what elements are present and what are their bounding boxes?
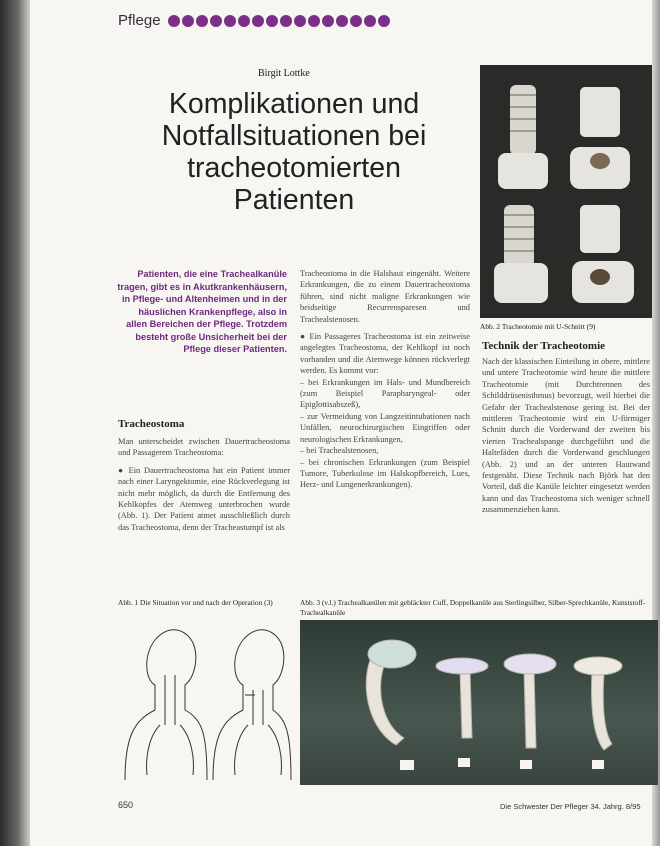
list-item: – bei Erkrankungen im Hals- und Mundbereich (zum Beispiel Parapharyngeal- oder Epiglottisabszeß), xyxy=(300,377,470,410)
journal-reference: Die Schwester Der Pfleger 34. Jahrg. 8/95 xyxy=(500,802,641,811)
heading-technik: Technik der Tracheotomie xyxy=(482,340,606,352)
header-dot xyxy=(252,15,264,27)
header-dot xyxy=(350,15,362,27)
header-dot xyxy=(238,15,250,27)
header-dot xyxy=(280,15,292,27)
header-dot xyxy=(182,15,194,27)
header-dot xyxy=(336,15,348,27)
paragraph: Man unterscheidet zwischen Dauertracheostoma und Passagerem Tracheostoma: xyxy=(118,437,290,458)
header-dot xyxy=(266,15,278,27)
header-dot xyxy=(210,15,222,27)
caption-abb1: Abb. 1 Die Situation vor und nach der Operation (3) xyxy=(118,598,273,607)
page-number: 650 xyxy=(118,800,134,810)
photo-tracheal-cannulas xyxy=(300,620,658,785)
paragraph: Nach der klassischen Einteilung in obere, mittlere und untere Tracheotomie wird heute die mittlere Tracheotomie (mit Durchtrennen des Schilddrüsenisthmus) bevorzugt, weil hierbei die Gefahr der Trachealstenose gering ist. Bei der mittleren Tracheotomie wird ein U-förmiger Schnitt durch die Vorderwand der zweiten bis vierten Trachealspange durchgeführt und die Haltefäden durch die Vorderwand geschlungen (Abb. 2) und an der unteren Hautwand festgenäht. Diese Technik nach Björk hat den Vorteil, daß die Kanüle leichter eingesetzt werden kann und das Tracheostoma sich weniger schnell zusammenziehen kann. xyxy=(482,357,650,515)
header-dot xyxy=(294,15,306,27)
section-label: Pflege xyxy=(118,12,161,29)
column-right xyxy=(482,356,650,516)
photo-tracheotomy-models xyxy=(480,65,652,318)
column-middle xyxy=(300,268,470,491)
header-dot xyxy=(364,15,376,27)
header-dot xyxy=(378,15,390,27)
title-line: Komplikationen und xyxy=(168,88,420,120)
title-line: Patienten xyxy=(233,184,355,216)
lead-paragraph: Patienten, die eine Trachealkanüle tragen, gibt es in Akutkrankenhäusern, in Pflege- und Altenheimen und in der häuslichen Krankenpflege, also in allen Bereichen der Pflege. Trotzdem besteht große Unsicherheit bei der Pflege dieser Patienten. xyxy=(117,269,287,354)
list-item: – zur Vermeidung von Langzeitintubationen nach Unfällen, neurochirurgischen Eingriffen oder neurologischen Erkrankungen, xyxy=(300,411,470,444)
header-dot xyxy=(322,15,334,27)
page-binding-shadow xyxy=(0,0,30,846)
title-line: Notfallsituationen bei xyxy=(161,120,427,152)
list-item: – bei chronischen Erkrankungen (zum Beispiel Tumore, Tuberkulose im Halskopfbereich, Lues, Herz- und Lungenerkrankungen). xyxy=(300,457,470,490)
title-line: tracheotomierten xyxy=(187,152,401,184)
illustration-anatomy xyxy=(115,615,295,785)
caption-abb2: Abb. 2 Tracheotomie mit U-Schnitt (9) xyxy=(480,322,596,331)
header-dot xyxy=(168,15,180,27)
paragraph: Tracheostoma in die Halshaut eingenäht. Weitere Erkrankungen, die zu einem Dauertracheostoma führen, sind nicht maligne Erkrankungen wie beidseitige Recurrensparesen und Trachealstenosen. xyxy=(300,269,470,324)
header-dot xyxy=(224,15,236,27)
paragraph: ● Ein Dauertracheostoma hat ein Patient immer nach einer Laryngektomie, eine Rückverlegung ist nicht mehr möglich, da durch die Entfernung des Kehlkopfes der Atemweg unterbrochen wurde (Abb. 1). Der Patient atmet ausschließlich durch das Tracheostoma, denn der Tracheastumpf ist als xyxy=(118,465,290,532)
article-title xyxy=(118,88,470,216)
list-item: – bei Trachealstenosen, xyxy=(300,446,379,456)
paragraph: ● Ein Passageres Tracheostoma ist ein zeitweise angelegtes Tracheostoma, der Kehlkopf ist noch vorhanden und die Atemwege können rückverlegt werden. Es kommt vor: xyxy=(300,332,470,376)
author-name: Birgit Lottke xyxy=(258,68,310,79)
header-dot xyxy=(196,15,208,27)
header-dot xyxy=(308,15,320,27)
caption-abb3: Abb. 3 (v.l.) Trachealkanülen mit gebläckter Cuff, Doppelkanüle aus Sterlingsilber, Silber-Sprechkanüle, Kunststoff-Trachealkanüle xyxy=(300,598,646,617)
column-left xyxy=(118,436,290,533)
header-dot-band xyxy=(168,15,390,27)
heading-tracheostoma: Tracheostoma xyxy=(118,418,185,430)
